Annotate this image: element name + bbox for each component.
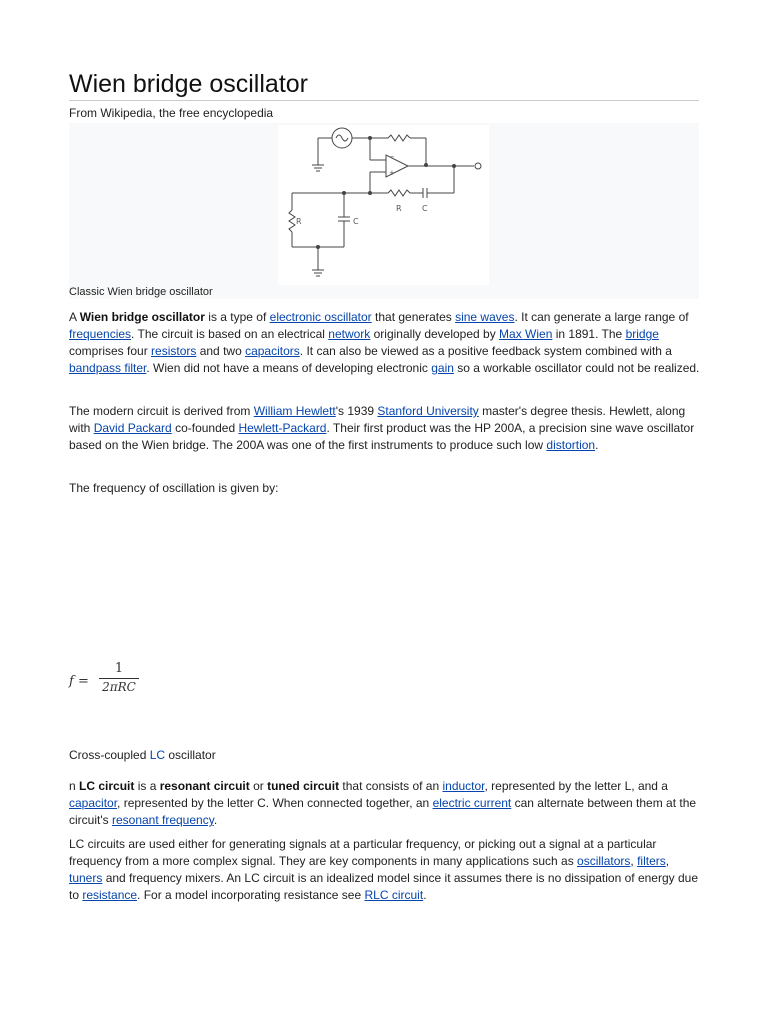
label-r-right: R: [396, 204, 402, 213]
formula-lhs: f =: [69, 674, 89, 689]
history-paragraph: The modern circuit is derived from William Hewlett's 1939 Stanford University master's degree thesis. Hewlett, along with David Packard co-founded Hewlett-Packard. Their first product was the HP 200A, a precision sine wave oscillator based on the Wien bridge. The 200A was one of the first instruments to produce such low distortion.: [69, 404, 695, 452]
intro-paragraph: A Wien bridge oscillator is a type of electronic oscillator that generates sine waves. It can generate a large range of frequencies. The circuit is based on an electrical network originally developed by Max Wien in 1891. The bridge comprises four resistors and two capacitors. It can also be viewed as a positive feedback system combined with a bandpass filter. Wien did not have a means of developing electronic gain so a workable oscillator could not be realized.: [69, 310, 700, 375]
link-bridge[interactable]: bridge: [625, 327, 659, 341]
label-c-left: C: [353, 217, 359, 226]
lc-applications-paragraph: LC circuits are used either for generating signals at a particular frequency, or picking out a signal at a particular frequency from a more complex signal. They are key components in many applications such as oscillators, filters, tuners and frequency mixers. An LC circuit is an idealized model since it assumes there is no dissipation of energy due to resistance. For a model incorporating resistance see RLC circuit.: [69, 837, 698, 902]
link-max-wien[interactable]: Max Wien: [499, 327, 553, 341]
link-frequencies[interactable]: frequencies: [69, 327, 132, 341]
figure-caption: Classic Wien bridge oscillator: [69, 286, 213, 298]
resistor-symbol: [289, 210, 295, 232]
wien-bridge-schematic: [278, 125, 489, 285]
link-david-packard[interactable]: David Packard: [93, 421, 172, 435]
link-sine-waves[interactable]: sine waves: [455, 310, 515, 324]
frequency-intro: The frequency of oscillation is given by:: [69, 481, 279, 495]
figure-box: [69, 123, 699, 299]
svg-text:+: +: [389, 169, 395, 177]
link-rlc-circuit[interactable]: RLC circuit: [364, 888, 424, 902]
source-note: From Wikipedia, the free encyclopedia: [69, 106, 274, 120]
svg-text:−: −: [389, 153, 395, 161]
link-oscillators[interactable]: oscillators: [577, 854, 631, 868]
link-distortion[interactable]: distortion: [546, 438, 596, 452]
link-network[interactable]: network: [328, 327, 371, 341]
link-william-hewlett[interactable]: William Hewlett: [253, 404, 336, 418]
link-resistors[interactable]: resistors: [151, 344, 197, 358]
formula-denominator: 2πRC: [102, 680, 136, 694]
link-electric-current[interactable]: electric current: [432, 796, 512, 810]
link-electronic-oscillator[interactable]: electronic oscillator: [269, 310, 372, 324]
link-tuners[interactable]: tuners: [69, 871, 103, 885]
formula-fraction: [99, 660, 139, 695]
link-stanford-university[interactable]: Stanford University: [377, 404, 479, 418]
page-title: Wien bridge oscillator: [69, 68, 699, 101]
link-lc[interactable]: LC: [149, 748, 166, 762]
link-resistance[interactable]: resistance: [82, 888, 138, 902]
link-gain[interactable]: gain: [431, 361, 454, 375]
link-capacitor[interactable]: capacitor: [69, 796, 118, 810]
label-r-left: R: [296, 217, 302, 226]
link-capacitors[interactable]: capacitors: [245, 344, 300, 358]
cross-coupled-heading: Cross-coupled LC oscillator: [69, 748, 216, 762]
formula-numerator: 1: [114, 661, 124, 676]
circuit-diagram[interactable]: [278, 125, 489, 285]
link-hewlett-packard[interactable]: Hewlett-Packard: [238, 421, 327, 435]
link-resonant-frequency[interactable]: resonant frequency: [111, 813, 214, 827]
link-filters[interactable]: filters: [637, 854, 666, 868]
link-bandpass-filter[interactable]: bandpass filter: [69, 361, 147, 375]
lc-circuit-paragraph: n LC circuit is a resonant circuit or tuned circuit that consists of an inductor, represented by the letter L, and a capacitor, represented by the letter C. When connected together, an electric current can alternate between them at the circuit's resonant frequency.: [69, 779, 697, 827]
link-inductor[interactable]: inductor: [442, 779, 485, 793]
label-c-right: C: [422, 204, 428, 213]
